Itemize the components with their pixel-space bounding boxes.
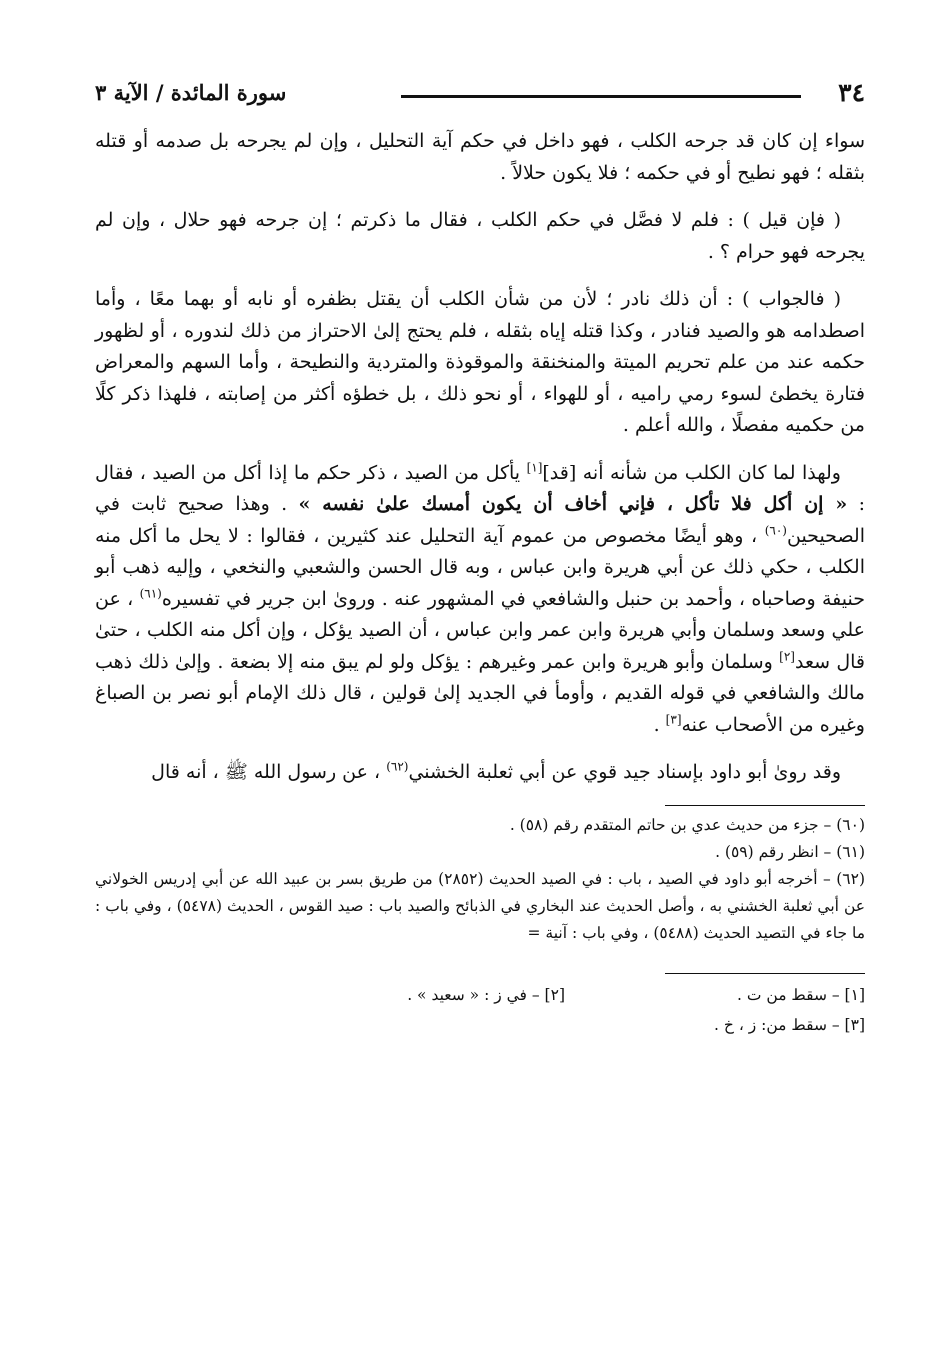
text-segment: . وهذا صحيح ثابت في الصحيحين <box>95 493 865 547</box>
main-text <box>95 126 865 789</box>
editor-notes-row <box>95 1010 865 1040</box>
footnote-60: (٦٠) – جزء من حديث عدي بن حاتم المتقدم رقم (٥٨) . <box>509 815 865 834</box>
header-rule <box>401 95 801 98</box>
text-segment: ، وهو أيضًا مخصوص من عموم آية التحليل عند كثيرين ، فقالوا : لا يحل ما أكل منه الكلب ، حكي ذلك عن أبي هريرة وابن عباس ، وبه قال الحسن والشعبي والنخعي ، وإليه ذهب أبو حنيفة وصاحباه ، وأحمد بن حنبل والشافعي في المشهور عنه . وروىٰ ابن جرير في تفسيره <box>95 524 865 610</box>
footnote-62: (٦٢) – أخرجه أبو داود في الصيد ، باب : في الصيد الحديث (٢٨٥٢) من طريق بسر بن عبيد الله عن أبي إدريس الخولاني عن أبي ثعلبة الخشني به ، وأصل الحديث عند البخاري في الذبائح والصيد باب : صيد القوس ، الحديث (٥٤٧٨) ، وفي باب : ما جاء في التصيد الحديث (٥٤٨٨) ، وفي باب : آنية = <box>95 869 865 942</box>
text-segment: . <box>653 713 666 736</box>
footnote-ref: (٦١) <box>139 586 162 601</box>
footnotes <box>95 812 865 947</box>
text-segment: ، عن رسول الله ﷺ ، أنه قال <box>151 761 387 783</box>
footnote-ref: (٦٢) <box>386 759 409 774</box>
editor-notes <box>95 980 865 1040</box>
editor-notes-row <box>95 980 865 1010</box>
editor-note-1: [١] – سقط من ت . <box>737 985 865 1004</box>
editor-note-2: [٢] – في ز : « سعيد » . <box>407 985 565 1004</box>
page-header <box>95 70 865 112</box>
text-segment: وقد روىٰ أبو داود بإسناد جيد قوي عن أبي ثعلبة الخشني <box>408 761 841 783</box>
editor-note-ref: [١] <box>526 460 543 475</box>
page <box>95 70 865 1040</box>
paragraph-4 <box>95 458 865 742</box>
paragraph-3: ( فالجواب ) : أن ذلك نادر ؛ لأن من شأن الكلب أن يقتل بظفره أو نابه أو بهما معًا ، وأما اصطدامه هو والصيد فنادر ، وكذا قتله إياه بثقله ، فلم يحتج إلىٰ الاحتراز من ذلك لندوره ، أو لظهور حكمه عند من علم تحريم الميتة والمنخنقة والموقوذة والمتردية والنطيحة ، وأما السهم والمعراض فتارة يخطئ لسوء رمي راميه ، أو للهواء ، أو نحو ذلك ، بل خطؤه أكثر من إصابته ، فلهذا ذكر كلًا من حكميه مفصلًا ، والله أعلم . <box>95 288 865 436</box>
editor-note-ref: [٣] <box>665 712 682 727</box>
editor-note-ref: [٢] <box>779 649 795 664</box>
footnote-ref: (٦٠) <box>764 523 787 538</box>
text-segment: ، عن علي وسعد وسلمان وأبي هريرة وابن عمر وابن عباس ، أن الصيد يؤكل ، وإن أكل منه الكلب ، حتىٰ قال سعد <box>95 587 866 673</box>
hadith-quote: « إن أكل فلا تأكل ، فإني أخاف أن يكون أمسك علىٰ نفسه » <box>298 493 848 515</box>
footnotes-divider <box>665 805 865 806</box>
text-segment: ولهذا لما كان الكلب من شأنه أنه [قد] <box>542 461 841 484</box>
footnote-61: (٦١) – انظر رقم (٥٩) . <box>715 842 865 861</box>
paragraph-5 <box>95 757 865 789</box>
text-segment: يأكل من الصيد ، ذكر حكم ما إذا أكل من الصيد ، فقال : <box>95 461 865 515</box>
paragraph-2: ( فإن قيل ) : فلم لا فصَّل في حكم الكلب ، فقال ما ذكرتم ؛ إن جرحه فهو حلال ، وإن لم يجرحه فهو حرام ؟ . <box>95 209 865 263</box>
text-segment: وسلمان وأبو هريرة وابن عمر وغيرهم : يؤكل ولو لم يبق منه إلا بضعة . وإلىٰ ذلك ذهب مالك والشافعي في قوله القديم ، وأومأ في الجديد إلىٰ قولين ، قال ذلك الإمام أبو نصر بن الصباغ وغيره من الأصحاب عنه <box>95 650 865 736</box>
editor-notes-divider <box>665 973 865 974</box>
paragraph-1: سواء إن كان قد جرحه الكلب ، فهو داخل في حكم آية التحليل ، وإن لم يجرحه بل صدمه أو قتله بثقله ؛ فهو نطيح أو في حكمه ؛ فلا يكون حلالاً . <box>95 130 865 184</box>
page-number: ٣٤ <box>838 78 865 107</box>
editor-note-3: [٣] – سقط من: ز ، خ . <box>714 1015 865 1034</box>
running-title: سورة المائدة / الآية ٣ <box>95 80 287 105</box>
